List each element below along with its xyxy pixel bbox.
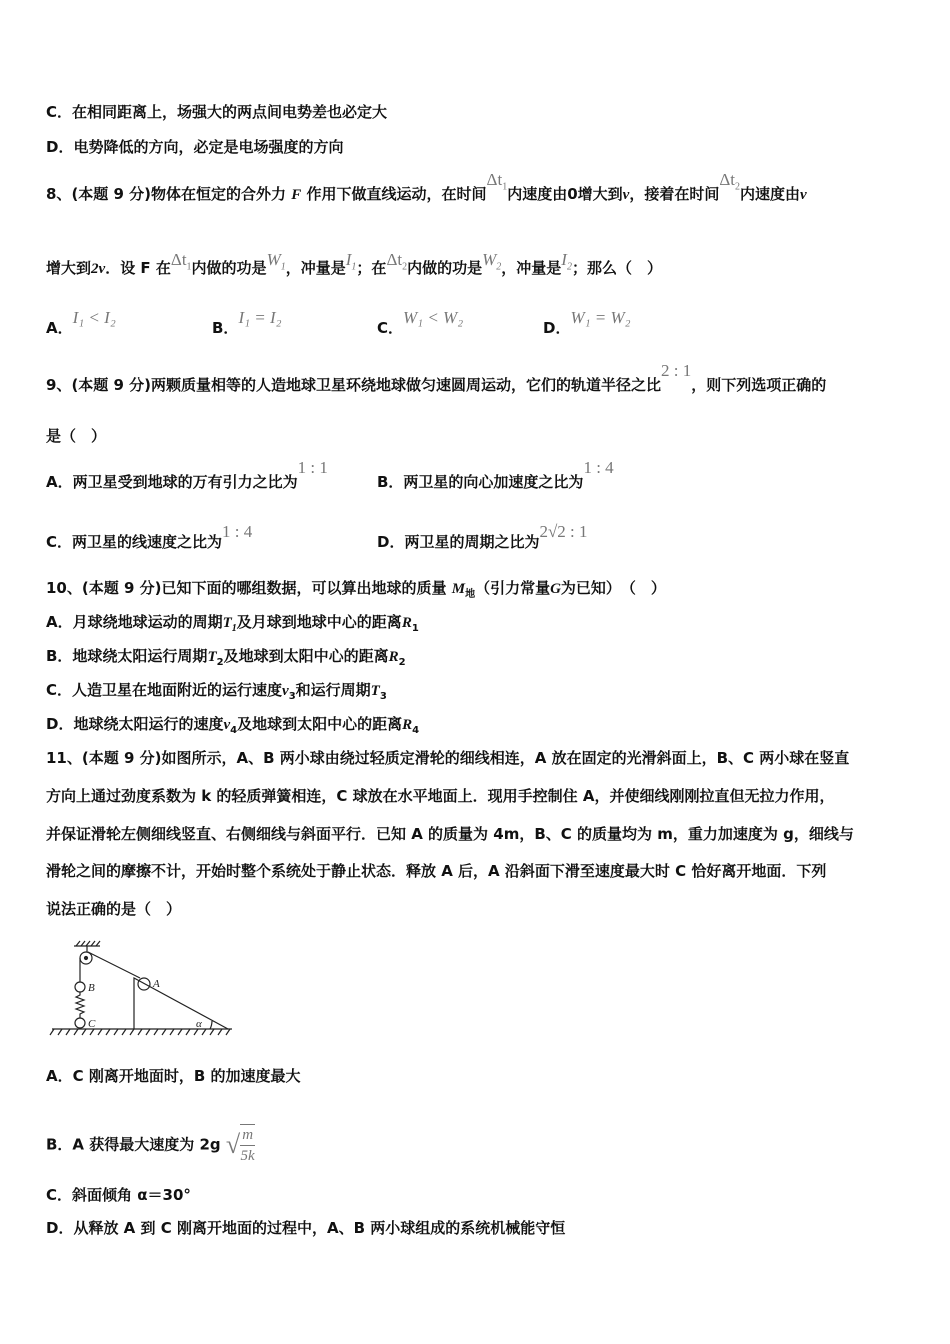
q7-option-d: D．电势降低的方向，必定是电场强度的方向 [46, 138, 344, 156]
q9-option-a: A．两卫星受到地球的万有引力之比为1 : 1 [46, 458, 328, 491]
label-c: C [88, 1018, 96, 1030]
q9-option-c: C．两卫星的线速度之比为1 : 4 [46, 522, 253, 551]
q10-stem: 10、(本题 9 分)已知下面的哪组数据，可以算出地球的质量 $M_地$（引力常量G为已知） （ ） [46, 579, 666, 600]
q8-option-d: D．W₁ = W₂ [543, 308, 631, 337]
q9-option-b: B．两卫星的向心加速度之比为1 : 4 [377, 458, 614, 491]
q8-stem-line1: 8、(本题 9 分)物体在恒定的合外力 F 作用下做直线运动，在时间$\Delta t_1$内速度由0增大到v，接着在时间$\Delta t_2$内速度由v [46, 170, 807, 203]
label-a: A [153, 978, 160, 990]
q11-option-c: C．斜面倾角 α＝30° [46, 1186, 191, 1204]
q11-option-d: D．从释放 A 到 C 刚离开地面的过程中，A、B 两小球组成的系统机械能守恒 [46, 1219, 566, 1237]
q7-option-c: C．在相同距离上，场强大的两点间电势差也必定大 [46, 103, 388, 121]
q11-option-a: A．C 刚离开地面时，B 的加速度最大 [46, 1067, 301, 1085]
ceiling-hatch [76, 941, 100, 946]
sqrt-expression: √ $\frac{m}{5k}$ [226, 1124, 255, 1166]
q8-stem-line2: 增大到2v．设 F 在$\Delta t_1$内做的功是$W_1$，冲量是$I_1$；在$\Delta t_2$内做的功是$W_2$，冲量是$I_2$；那么（ ） [46, 250, 662, 277]
q8-option-c: C．W₁ < W₂ [377, 308, 464, 337]
ground-hatch [50, 1029, 230, 1035]
q11-option-b: B．A 获得最大速度为 2g √ $\frac{m}{5k}$ [46, 1124, 255, 1166]
angle-arc [210, 1021, 212, 1029]
q10-option-d: D．地球绕太阳运行的速度$v_4$及地球到太阳中心的距离$R_4$ [46, 715, 420, 736]
q11-stem-line3: 并保证滑轮左侧细线竖直、右侧细线与斜面平行．已知 A 的质量为 4m，B、C 的质量均为 m，重力加速度为 g，细线与 [46, 825, 854, 843]
q9-option-d: D．两卫星的周期之比为2√2 : 1 [377, 522, 588, 551]
right-string [88, 952, 140, 978]
q11-stem-line4: 滑轮之间的摩擦不计，开始时整个系统处于静止状态．释放 A 后，A 沿斜面下滑至速度最大时 C 恰好离开地面．下列 [46, 862, 827, 880]
label-b: B [88, 982, 95, 994]
q10-option-c: C．人造卫星在地面附近的运行速度$v_3$和运行周期$T_3$ [46, 681, 387, 702]
q8-option-b: B．I₁ = I₂ [212, 308, 282, 337]
spring [76, 992, 84, 1018]
q10-option-b: B．地球绕太阳运行周期$T_2$及地球到太阳中心的距离$R_2$ [46, 647, 406, 668]
incline [134, 978, 228, 1029]
q11-stem-line2: 方向上通过劲度系数为 k 的轻质弹簧相连，C 球放在水平地面上．现用手控制住 A，并使细线刚刚拉直但无拉力作用， [46, 787, 835, 805]
q9-stem-line1: 9、(本题 9 分)两颗质量相等的人造地球卫星环绕地球做匀速圆周运动，它们的轨道半径之比2 : 1，则下列选项正确的 [46, 361, 827, 394]
q9-stem-line2: 是（ ） [46, 427, 107, 445]
q11-stem-line1: 11、(本题 9 分)如图所示，A、B 两小球由绕过轻质定滑轮的细线相连，A 放在固定的光滑斜面上，B、C 两小球在竖直 [46, 749, 850, 767]
label-alpha: α [196, 1018, 202, 1030]
q8-option-a: A．I₁ < I₂ [46, 308, 116, 337]
ball-c [75, 1018, 85, 1028]
q10-option-a: A．月球绕地球运动的周期$T_1$及月球到地球中心的距离$R_1$ [46, 613, 419, 634]
q11-figure [48, 938, 238, 1038]
q11-stem-line5: 说法正确的是（ ） [46, 900, 182, 918]
ball-b [75, 982, 85, 992]
